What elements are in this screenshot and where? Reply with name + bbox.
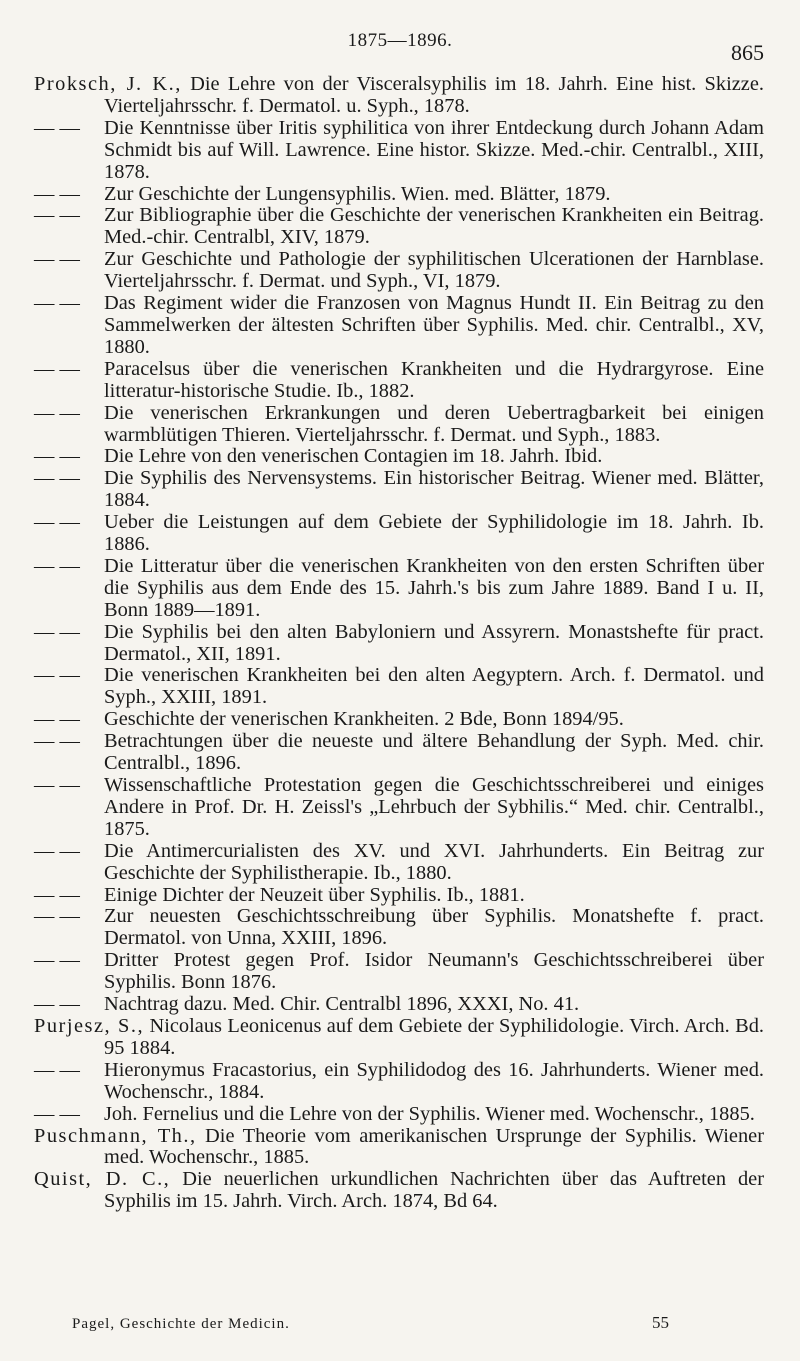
page-footer xyxy=(72,1313,672,1333)
entry-text: Das Regiment wider die Franzosen von Magnus Hundt II. Ein Beitrag zu den Sammelwerken der ältesten Schriften über Syphilis. Med. chir. Centralbl., XV, 1880. xyxy=(104,292,764,358)
ditto-dash: — — xyxy=(34,357,80,380)
bibliography-entry xyxy=(34,118,764,184)
ditto-dash: — — xyxy=(34,116,80,139)
bibliography-entry xyxy=(34,74,764,118)
bibliography-entry xyxy=(34,994,764,1016)
bibliography-entry xyxy=(34,403,764,447)
ditto-dash: — — xyxy=(34,204,80,227)
bibliography-entry xyxy=(34,775,764,841)
entry-text: Joh. Fernelius und die Lehre von der Syphilis. Wiener med. Wochenschr., 1885. xyxy=(104,1102,755,1125)
entry-text: Betrachtungen über die neueste und ältere Behandlung der Syph. Med. chir. Centralbl., 1896. xyxy=(104,730,764,775)
entry-text: Nicolaus Leonicenus auf dem Gebiete der Syphilidologie. Virch. Arch. Bd. 95 1884. xyxy=(104,1014,764,1059)
bibliography-entry xyxy=(34,1060,764,1104)
ditto-dash: — — xyxy=(34,467,80,490)
bibliography-entry xyxy=(34,184,764,206)
entry-author: Proksch, J. K., xyxy=(34,73,182,95)
bibliography-entry xyxy=(34,1016,764,1060)
bibliography-list xyxy=(34,74,764,1213)
bibliography-entry xyxy=(34,709,764,731)
ditto-dash: — — xyxy=(34,445,80,468)
ditto-dash: — — xyxy=(34,401,80,424)
bibliography-entry xyxy=(34,205,764,249)
bibliography-entry xyxy=(34,359,764,403)
bibliography-entry xyxy=(34,622,764,666)
ditto-dash: — — xyxy=(34,248,80,271)
bibliography-entry xyxy=(34,950,764,994)
bibliography-entry xyxy=(34,731,764,775)
entry-text: Die Syphilis bei den alten Babyloniern und Assyrern. Monastshefte für pract. Dermatol., XII, 1891. xyxy=(104,620,764,665)
ditto-dash: — — xyxy=(34,664,80,687)
ditto-dash: — — xyxy=(34,182,80,205)
bibliography-entry xyxy=(34,841,764,885)
entry-text: Zur Geschichte der Lungensyphilis. Wien. med. Blätter, 1879. xyxy=(104,182,611,205)
ditto-dash: — — xyxy=(34,839,80,862)
entry-author: Purjesz, S., xyxy=(34,1014,145,1037)
entry-text: Paracelsus über die venerischen Krankheiten und die Hydrargyrose. Eine litteratur-historische Studie. Ib., 1882. xyxy=(104,357,764,402)
bibliography-entry xyxy=(34,1169,764,1213)
entry-text: Einige Dichter der Neuzeit über Syphilis. Ib., 1881. xyxy=(104,883,525,906)
ditto-dash: — — xyxy=(34,1058,80,1081)
footer-sheet-number: 55 xyxy=(652,1313,669,1332)
running-head: 1875—1896. xyxy=(347,30,453,51)
bibliography-entry xyxy=(34,1126,764,1170)
footer-signature: Pagel, Geschichte der Medicin. xyxy=(72,1316,290,1332)
entry-text: Zur Bibliographie über die Geschichte der venerischen Krankheiten ein Beitrag. Med.-chir. Centralbl, XIV, 1879. xyxy=(104,204,764,249)
entry-text: Die Kenntnisse über Iritis syphilitica von ihrer Entdeckung durch Johann Adam Schmidt bis auf Will. Lawrence. Eine histor. Skizze. Med.-chir. Centralbl., XIII, 1878. xyxy=(104,116,764,183)
bibliography-entry xyxy=(34,293,764,359)
entry-author: Puschmann, Th., xyxy=(34,1124,197,1147)
entry-text: Die neuerlichen urkundlichen Nachrichten über das Auftreten der Syphilis im 15. Jahrh. Virch. Arch. 1874, Bd 64. xyxy=(104,1168,764,1213)
entry-text: Die Lehre von den venerischen Contagien im 18. Jahrh. Ibid. xyxy=(104,445,603,468)
entry-text: Ueber die Leistungen auf dem Gebiete der Syphilidologie im 18. Jahrh. Ib. 1886. xyxy=(104,511,764,556)
entry-text: Die venerischen Erkrankungen und deren Uebertragbarkeit bei einigen warmblütigen Thieren. Vierteljahrsschr. f. Dermat. und Syph., 1883. xyxy=(104,401,764,446)
bibliography-entry xyxy=(34,468,764,512)
bibliography-entry xyxy=(34,446,764,468)
entry-text: Dritter Protest gegen Prof. Isidor Neumann's Geschichtsschreiberei über Syphilis. Bonn 1876. xyxy=(104,949,764,994)
ditto-dash: — — xyxy=(34,993,80,1016)
entry-text: Hieronymus Fracastorius, ein Syphilidodog des 16. Jahrhunderts. Wiener med. Wochenschr., 1884. xyxy=(104,1058,764,1103)
entry-author: Quist, D. C., xyxy=(34,1168,171,1191)
ditto-dash: — — xyxy=(34,292,80,315)
page-number: 865 xyxy=(731,40,764,65)
entry-text: Die Syphilis des Nervensystems. Ein historischer Beitrag. Wiener med. Blätter, 1884. xyxy=(104,467,764,512)
bibliography-entry xyxy=(34,906,764,950)
entry-text: Die Antimercurialisten des XV. und XVI. Jahrhunderts. Ein Beitrag zur Geschichte der Syphilistherapie. Ib., 1880. xyxy=(104,839,764,884)
ditto-dash: — — xyxy=(34,554,80,577)
ditto-dash: — — xyxy=(34,1102,80,1125)
bibliography-entry xyxy=(34,1104,764,1126)
ditto-dash: — — xyxy=(34,905,80,928)
entry-text: Die Litteratur über die venerischen Krankheiten von den ersten Schriften über die Syphilis aus dem Ende des 15. Jahrh.'s bis zum Jahre 1889. Band I u. II, Bonn 1889—1891. xyxy=(104,554,764,621)
bibliography-entry xyxy=(34,885,764,907)
bibliography-entry xyxy=(34,665,764,709)
bibliography-entry xyxy=(34,556,764,622)
ditto-dash: — — xyxy=(34,620,80,643)
entry-text: Zur Geschichte und Pathologie der syphilitischen Ulcerationen der Harnblase. Vierteljahrsschr. f. Dermat. und Syph., VI, 1879. xyxy=(104,248,764,293)
entry-text: Nachtrag dazu. Med. Chir. Centralbl 1896, XXXI, No. 41. xyxy=(104,993,580,1016)
entry-text: Die venerischen Krankheiten bei den alten Aegyptern. Arch. f. Dermatol. und Syph., XXIII, 1891. xyxy=(104,664,764,709)
entry-text: Wissenschaftliche Protestation gegen die Geschichtsschreiberei und einiges Andere in Prof. Dr. H. Zeissl's „Lehrbuch der Sybhilis.“ Med. chir. Centralbl., 1875. xyxy=(104,774,764,840)
bibliography-entry xyxy=(34,249,764,293)
ditto-dash: — — xyxy=(34,883,80,906)
ditto-dash: — — xyxy=(34,511,80,534)
entry-text: Zur neuesten Geschichtsschreibung über Syphilis. Monatshefte f. pract. Dermatol. von Unna, XXIII, 1896. xyxy=(104,905,764,950)
ditto-dash: — — xyxy=(34,730,80,753)
ditto-dash: — — xyxy=(34,708,80,731)
ditto-dash: — — xyxy=(34,774,80,796)
bibliography-entry xyxy=(34,512,764,556)
entry-text: Die Lehre von der Visceralsyphilis im 18. Jahrh. Eine hist. Skizze. Vierteljahrsschr. f. Dermatol. u. Syph., 1878. xyxy=(104,73,764,117)
entry-text: Geschichte der venerischen Krankheiten. 2 Bde, Bonn 1894/95. xyxy=(104,708,624,731)
ditto-dash: — — xyxy=(34,949,80,972)
entry-text: Die Theorie vom amerikanischen Ursprunge der Syphilis. Wiener med. Wochenschr., 1885. xyxy=(104,1124,764,1169)
